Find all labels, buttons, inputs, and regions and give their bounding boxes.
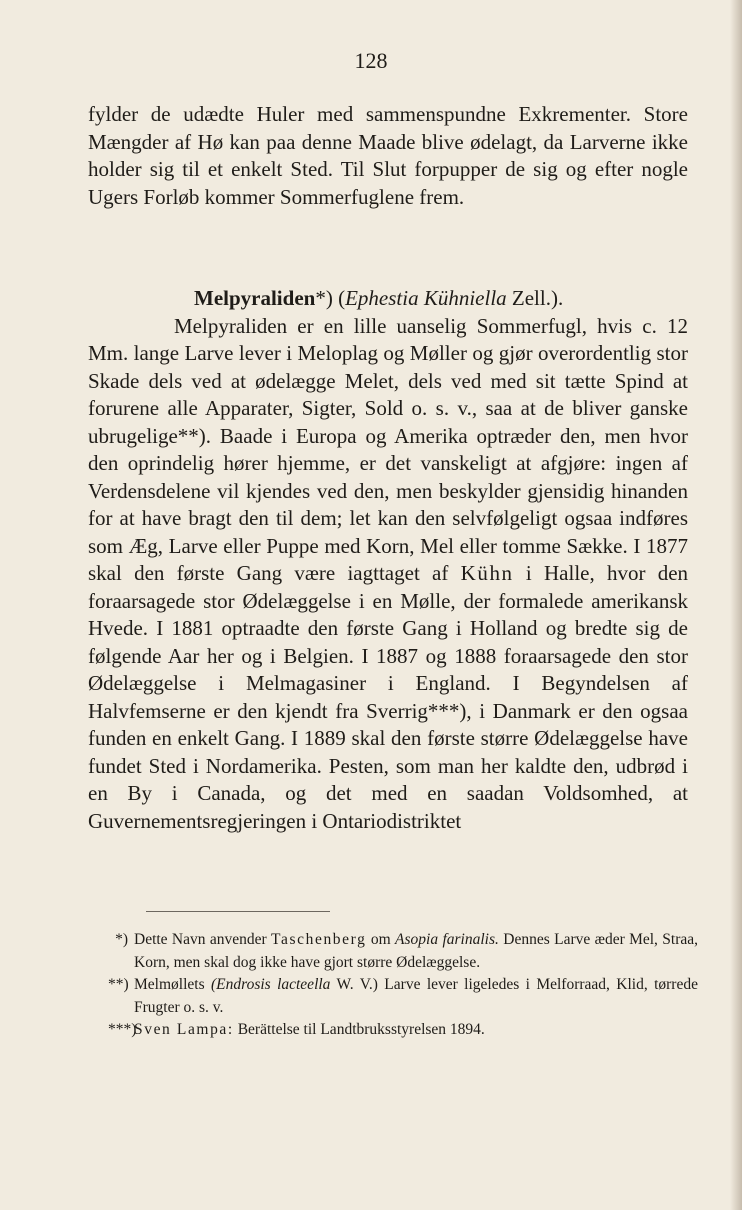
footnote-1 <box>108 929 698 974</box>
footnote-text <box>134 929 698 974</box>
heading-footnote-marker: *) <box>315 286 333 310</box>
heading-name: Melpyraliden <box>194 286 316 310</box>
page-edge-shadow <box>730 0 742 1210</box>
footnote-3 <box>108 1019 698 1042</box>
footnote-text-start: Dette Navn anvender <box>134 931 267 948</box>
body-paragraph <box>88 313 688 836</box>
footnote-text <box>134 974 698 1019</box>
heading-open-paren: ( <box>338 286 346 310</box>
footnote-text-end: W. V.) Larve lever ligeledes i Melforraad, Klid, tørrede Frugter o. s. v. <box>134 976 698 1016</box>
footnote-marker: ***) <box>108 1021 137 1038</box>
footnote-2 <box>108 974 698 1019</box>
footnote-marker: *) <box>115 931 128 948</box>
heading-species: Ephestia Kühniella <box>345 286 507 310</box>
footnote-divider <box>146 911 330 912</box>
footnote-connector: om <box>370 931 391 948</box>
footnotes <box>108 929 698 1042</box>
footnote-species: (Endrosis lacteella <box>210 976 331 993</box>
footnote-text-start: Melmøllets <box>134 976 205 993</box>
intro-paragraph: fylder de udædte Huler med sammenspundne Exkrementer. Store Mængder af Hø kan paa denne Maade blive ødelagt, da Larverne ikke holder sig til et enkelt Sted. Til Slut forpupper de sig og efter nogle Ugers Forløb kommer Sommerfuglene frem. <box>88 102 688 209</box>
footnote-species: Asopia farinalis. <box>395 931 499 948</box>
body-person-name: Kühn <box>460 561 514 585</box>
body-text-part-2: i Halle, hvor den foraarsagede stor Ødelæggelse i en Mølle, der formalede amerikansk Hvede. I 1881 optraadte den første Gang i Holland og bredte sig de følgende Aar her og i Belgien. I 1887 og 1888 foraarsagede den stor Ødelæggelse i Melmagasiner i England. I Begyndelsen af Halvfemserne er den kjendt fra Sverrig***), i Danmark er den ogsaa funden en enkelt Gang. I 1889 skal den første større Ødelæggelse have fundet Sted i Nordamerika. Pesten, som man her kaldte den, udbrød i en By i Canada, og det med en saadan Voldsomhed, at Guvernementsregjeringen i Ontariodistriktet <box>88 561 689 833</box>
footnote-text-end: Berättelse til Landtbruksstyrelsen 1894. <box>237 1021 485 1038</box>
section-melpyraliden <box>88 285 688 835</box>
footnote-text-end: Dennes Larve æder Mel, Straa, Korn, men skal dog ikke have gjort større Ødelæggelse. <box>134 931 699 971</box>
footnote-person-name: Taschenberg <box>271 931 367 948</box>
footnote-person-name: Sven Lampa: <box>134 1021 234 1038</box>
page-number: 128 <box>354 48 388 73</box>
footnote-text <box>134 1019 698 1042</box>
body-text-part-1: Melpyraliden er en lille uanselig Sommerfugl, hvis c. 12 Mm. lange Larve lever i Meloplag og Møller og gjør overordentlig stor Skade dels ved at ødelægge Melet, dels ved med sit tætte Spind at forurene alle Apparater, Sigter, Sold o. s. v., saa at de bliver ganske ubrugelige**). Baade i Europa og Amerika optræder den, men hvor den oprindelig hører hjemme, er det vanskeligt at afgjøre: ingen af Verdensdelene vil kjendes ved den, men beskylder gjensidig hinanden for at have bragt den til dem; let kan den selvfølgeligt ogsaa indføres som Æg, Larve eller Puppe med Korn, Mel eller tomme Sække. I 1877 skal den første Gang være iagttaget af <box>88 313 688 585</box>
section-heading <box>88 285 688 313</box>
footnote-marker: **) <box>108 976 129 993</box>
heading-author: Zell.). <box>511 286 564 310</box>
